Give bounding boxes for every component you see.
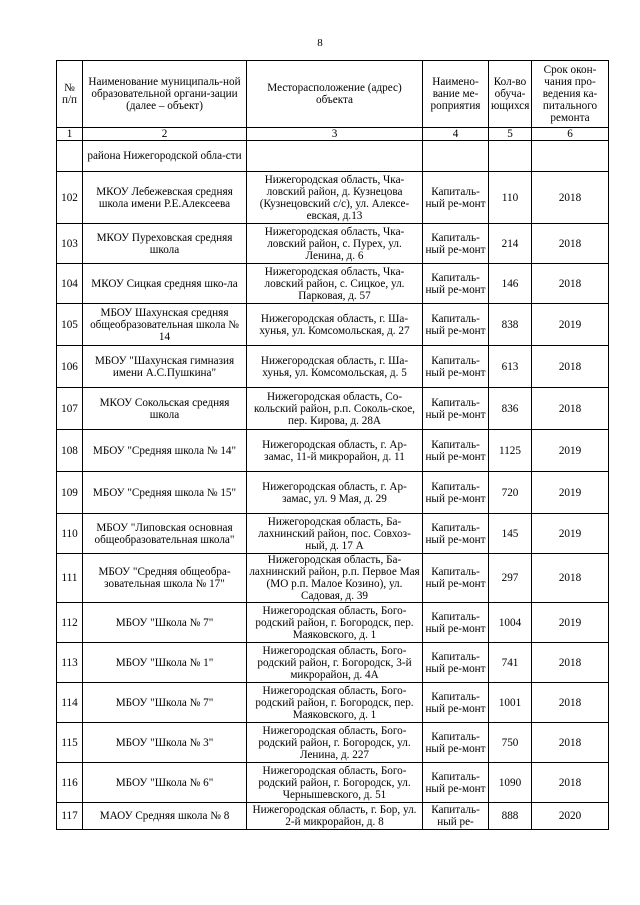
table-row — [57, 803, 609, 830]
continuation-text: района Нижегородской обла-сти — [83, 141, 247, 172]
deadline-year: 2019 — [532, 304, 609, 346]
school-name: МКОУ Сокольская средняя школа — [83, 388, 247, 430]
students-count: 613 — [489, 346, 532, 388]
school-name: МБОУ "Средняя школа № 15" — [83, 472, 247, 514]
students-count: 1125 — [489, 430, 532, 472]
deadline-year: 2018 — [532, 763, 609, 803]
schools-table — [56, 60, 609, 830]
table-row — [57, 304, 609, 346]
school-address: Нижегородская область, Чка-ловский район, д. Кузнецова (Кузнецовский с/с), ул. Алексе-евская, д.13 — [247, 172, 423, 224]
deadline-year: 2018 — [532, 643, 609, 683]
students-count: 838 — [489, 304, 532, 346]
event-type: Капиталь-ный ре- — [423, 803, 489, 830]
cell-empty — [423, 141, 489, 172]
deadline-year: 2019 — [532, 430, 609, 472]
table-row — [57, 603, 609, 643]
students-count: 110 — [489, 172, 532, 224]
table-row — [57, 264, 609, 304]
school-address: Нижегородская область, г. Ша-хунья, ул. Комсомольская, д. 5 — [247, 346, 423, 388]
school-address: Нижегородская область, г. Ар-замас, 11-й микрорайон, д. 11 — [247, 430, 423, 472]
school-address: Нижегородская область, Бого-родский район, г. Богородск, 3-й микрорайон, д. 4А — [247, 643, 423, 683]
header-address: Месторасположение (адрес) объекта — [247, 61, 423, 128]
header-number: № п/п — [57, 61, 83, 128]
column-number: 5 — [489, 128, 532, 141]
school-address: Нижегородская область, Бого-родский район, г. Богородск, пер. Маяковского, д. 1 — [247, 603, 423, 643]
deadline-year: 2019 — [532, 603, 609, 643]
event-type: Капиталь-ный ре-монт — [423, 304, 489, 346]
table-row — [57, 514, 609, 554]
row-number: 102 — [57, 172, 83, 224]
school-address: Нижегородская область, г. Ар-замас, ул. 9 Мая, д. 29 — [247, 472, 423, 514]
header-name: Наименование муниципаль-ной образовательной органи-зации (далее – объект) — [83, 61, 247, 128]
school-name: МАОУ Средняя школа № 8 — [83, 803, 247, 830]
table-row — [57, 472, 609, 514]
school-name: МКОУ Пуреховская средняя школа — [83, 224, 247, 264]
school-name: МБОУ "Шахунская гимназия имени А.С.Пушкина" — [83, 346, 247, 388]
deadline-year: 2018 — [532, 264, 609, 304]
event-type: Капиталь-ный ре-монт — [423, 514, 489, 554]
school-name: МБОУ "Школа № 6" — [83, 763, 247, 803]
row-number: 116 — [57, 763, 83, 803]
school-name: МКОУ Лебежевская средняя школа имени Р.Е.Алексеева — [83, 172, 247, 224]
column-number: 4 — [423, 128, 489, 141]
school-address: Нижегородская область, Чка-ловский район, с. Пурех, ул. Ленина, д. 6 — [247, 224, 423, 264]
deadline-year: 2018 — [532, 346, 609, 388]
event-type: Капиталь-ный ре-монт — [423, 388, 489, 430]
deadline-year: 2018 — [532, 172, 609, 224]
school-name: МБОУ "Средняя школа № 14" — [83, 430, 247, 472]
header-deadline: Срок окон-чания про-ведения ка-питального ремонта — [532, 61, 609, 128]
deadline-year: 2018 — [532, 554, 609, 603]
school-address: Нижегородская область, Со-кольский район, р.п. Соколь-ское, пер. Кирова, д. 28А — [247, 388, 423, 430]
table-row — [57, 723, 609, 763]
table-row — [57, 683, 609, 723]
school-address: Нижегородская область, г. Ша-хунья, ул. Комсомольская, д. 27 — [247, 304, 423, 346]
school-name: МБОУ "Школа № 7" — [83, 683, 247, 723]
row-number: 109 — [57, 472, 83, 514]
deadline-year: 2018 — [532, 388, 609, 430]
row-number: 103 — [57, 224, 83, 264]
school-name: МКОУ Сицкая средняя шко-ла — [83, 264, 247, 304]
cell-empty — [57, 141, 83, 172]
row-number: 111 — [57, 554, 83, 603]
school-address: Нижегородская область, Бого-родский район, г. Богородск, пер. Маяковского, д. 1 — [247, 683, 423, 723]
continuation-row — [57, 141, 609, 172]
event-type: Капиталь-ный ре-монт — [423, 683, 489, 723]
column-number: 6 — [532, 128, 609, 141]
column-number: 2 — [83, 128, 247, 141]
row-number: 113 — [57, 643, 83, 683]
students-count: 1090 — [489, 763, 532, 803]
table-row — [57, 763, 609, 803]
event-type: Капиталь-ный ре-монт — [423, 763, 489, 803]
event-type: Капиталь-ный ре-монт — [423, 723, 489, 763]
students-count: 146 — [489, 264, 532, 304]
table-row — [57, 172, 609, 224]
students-count: 1004 — [489, 603, 532, 643]
event-type: Капиталь-ный ре-монт — [423, 264, 489, 304]
students-count: 750 — [489, 723, 532, 763]
students-count: 297 — [489, 554, 532, 603]
school-name: МБОУ "Школа № 7" — [83, 603, 247, 643]
event-type: Капиталь-ный ре-монт — [423, 603, 489, 643]
row-number: 114 — [57, 683, 83, 723]
school-address: Нижегородская область, Чка-ловский район, с. Сицкое, ул. Парковая, д. 57 — [247, 264, 423, 304]
school-address: Нижегородская область, Бого-родский район, г. Богородск, ул. Чернышевского, д. 51 — [247, 763, 423, 803]
column-number: 3 — [247, 128, 423, 141]
table-row — [57, 388, 609, 430]
students-count: 836 — [489, 388, 532, 430]
cell-empty — [247, 141, 423, 172]
school-name: МБОУ "Школа № 1" — [83, 643, 247, 683]
school-name: МБОУ "Средняя общеобра-зовательная школа № 17" — [83, 554, 247, 603]
students-count: 888 — [489, 803, 532, 830]
event-type: Капиталь-ный ре-монт — [423, 643, 489, 683]
page-number: 8 — [317, 37, 323, 49]
event-type: Капиталь-ный ре-монт — [423, 430, 489, 472]
row-number: 105 — [57, 304, 83, 346]
students-count: 145 — [489, 514, 532, 554]
column-numbers-row — [57, 128, 609, 141]
row-number: 117 — [57, 803, 83, 830]
school-address: Нижегородская область, Ба-лахнинский район, р.п. Первое Мая (МО р.п. Малое Козино), ул. Садовая, д. 39 — [247, 554, 423, 603]
students-count: 1001 — [489, 683, 532, 723]
header-students: Кол-во обуча-ющихся — [489, 61, 532, 128]
event-type: Капиталь-ный ре-монт — [423, 224, 489, 264]
table-row — [57, 430, 609, 472]
students-count: 741 — [489, 643, 532, 683]
students-count: 214 — [489, 224, 532, 264]
deadline-year: 2018 — [532, 224, 609, 264]
event-type: Капиталь-ный ре-монт — [423, 472, 489, 514]
cell-empty — [532, 141, 609, 172]
event-type: Капиталь-ный ре-монт — [423, 172, 489, 224]
school-name: МБОУ "Липовская основная общеобразовательная школа" — [83, 514, 247, 554]
row-number: 110 — [57, 514, 83, 554]
deadline-year: 2020 — [532, 803, 609, 830]
students-count: 720 — [489, 472, 532, 514]
row-number: 112 — [57, 603, 83, 643]
row-number: 115 — [57, 723, 83, 763]
school-address: Нижегородская область, г. Бор, ул. 2-й микрорайон, д. 8 — [247, 803, 423, 830]
row-number: 108 — [57, 430, 83, 472]
column-number: 1 — [57, 128, 83, 141]
event-type: Капиталь-ный ре-монт — [423, 346, 489, 388]
event-type: Капиталь-ный ре-монт — [423, 554, 489, 603]
row-number: 107 — [57, 388, 83, 430]
deadline-year: 2018 — [532, 723, 609, 763]
row-number: 106 — [57, 346, 83, 388]
table-header-row — [57, 61, 609, 128]
header-event: Наимено-вание ме-роприятия — [423, 61, 489, 128]
table-row — [57, 554, 609, 603]
deadline-year: 2018 — [532, 683, 609, 723]
school-name: МБОУ "Школа № 3" — [83, 723, 247, 763]
row-number: 104 — [57, 264, 83, 304]
table-row — [57, 224, 609, 264]
table-row — [57, 643, 609, 683]
school-address: Нижегородская область, Ба-лахнинский район, пос. Совхоз-ный, д. 17 А — [247, 514, 423, 554]
deadline-year: 2019 — [532, 472, 609, 514]
cell-empty — [489, 141, 532, 172]
school-address: Нижегородская область, Бого-родский район, г. Богородск, ул. Ленина, д. 227 — [247, 723, 423, 763]
deadline-year: 2019 — [532, 514, 609, 554]
school-name: МБОУ Шахунская средняя общеобразовательная школа № 14 — [83, 304, 247, 346]
table-row — [57, 346, 609, 388]
